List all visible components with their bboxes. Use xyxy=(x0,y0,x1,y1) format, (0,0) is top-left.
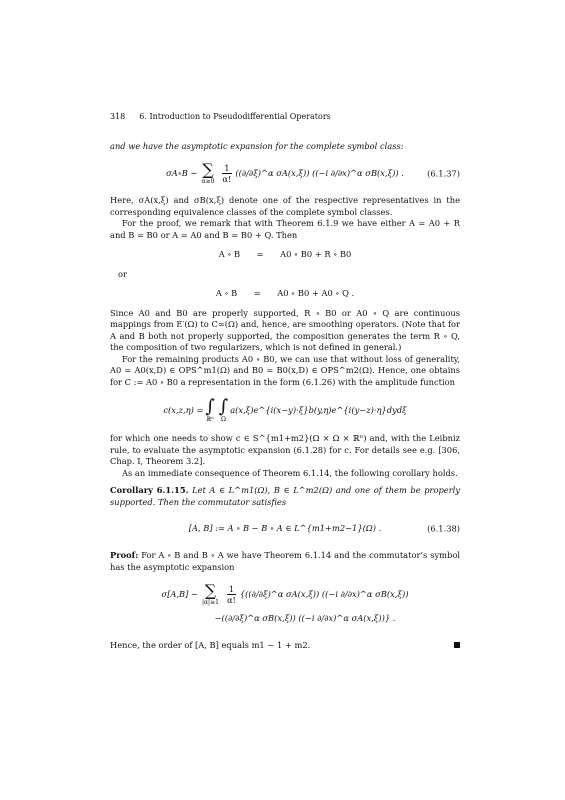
equation-number: (6.1.38) xyxy=(427,523,460,534)
sum-subscript: |α|≥1 xyxy=(201,599,219,606)
comm-line-1: {((∂/∂ξ)^α σA(x,ξ)) ((−i ∂/∂x)^α σB(x,ξ)) xyxy=(239,588,409,599)
integral-sign-icon: ∫ xyxy=(205,396,215,417)
fraction-numerator: 1 xyxy=(224,163,230,173)
qed-square-icon xyxy=(454,642,460,648)
paragraph: Since A0 and B0 are properly supported, R ∘ B0 or A0 ∘ Q are continuous mappings from E′(Ω) to C∞(Ω) and, hence, are smoothing operators. (Note that for A and B both not properly supported, the composition generates the term R ∘ Q, the composition of two regularizers, which is not defined in general.) xyxy=(110,307,460,352)
sum-sign-icon: ∑ xyxy=(202,160,214,179)
comm-line-2: −((∂/∂ξ)^α σB(x,ξ)) ((−i ∂/∂x)^α σA(x,ξ))} . xyxy=(214,613,396,624)
equation-6-1-37 xyxy=(110,162,460,185)
commutator-symbol-equation xyxy=(110,583,460,606)
page-number: 318 xyxy=(110,112,126,121)
running-title: 6. Introduction to Pseudodifferential Operators xyxy=(139,112,331,121)
fraction-denominator: α! xyxy=(226,595,236,605)
amplitude-equation xyxy=(110,398,460,423)
corollary-label: Corollary 6.1.15. xyxy=(110,485,189,495)
paragraph: For the remaining products A0 ∘ B0, we can use that without loss of generality, A0 = A0(x,D) ∈ OPS^m1(Ω) and B0 = B0(x,D) ∈ OPS^m2(Ω). Hence, one obtains for C := A0 ∘ B0 a representation in the form (6.1.26) with the amplitude function xyxy=(110,353,460,387)
sum-operator xyxy=(202,162,215,185)
integral-operator xyxy=(219,398,228,423)
fraction xyxy=(225,584,238,605)
corollary xyxy=(110,485,460,508)
amp-body: a(x,ξ)e^{i(x−y)·ξ}b(y,η)e^{i(y−z)·η}dydξ xyxy=(230,404,407,415)
align-lhs: A ∘ B xyxy=(215,288,238,298)
final-line xyxy=(110,640,460,652)
paragraph: Here, σA(x,ξ) and σB(x,ξ) denote one of the respective representatives in the corresponding equivalence classes of the complete symbol classes. xyxy=(110,195,460,217)
eq-lhs: σA∘B ∼ xyxy=(166,167,198,178)
aligned-equation xyxy=(216,288,354,300)
aligned-equation xyxy=(219,249,352,261)
sum-sign-icon: ∑ xyxy=(204,581,217,600)
align-rhs: A0 ∘ B0 + R ∘ B0 xyxy=(280,249,352,259)
corollary-text: Let A ∈ L^m1(Ω), B ∈ L^m2(Ω) and one of them be properly supported. Then the commutator satisfies xyxy=(110,485,460,507)
align-rhs: A0 ∘ B0 + A0 ∘ Q . xyxy=(277,288,355,298)
align-eq-sign: = xyxy=(256,249,264,259)
integral-sign-icon: ∫ xyxy=(218,396,229,417)
integral-operator xyxy=(205,398,214,423)
amp-lhs: c(x,z,η) = xyxy=(163,404,204,415)
eq-body: ((∂/∂ξ)^α σA(x,ξ)) ((−i ∂/∂x)^α σB(x,ξ)) . xyxy=(235,167,404,178)
align-eq-sign: = xyxy=(253,288,261,298)
proof-label: Proof: xyxy=(110,550,139,560)
fraction-numerator: 1 xyxy=(228,584,235,594)
align-lhs: A ∘ B xyxy=(218,249,241,259)
paragraph: for which one needs to show c ∈ S^{m1+m2}(Ω × Ω × ℝⁿ) and, with the Leibniz rule, to evaluate the asymptotic expansion (6.1.28) for c. For details see e.g. [306, Chap. I, Theorem 3.2]. xyxy=(110,433,460,466)
final-text: Hence, the order of [A, B] equals m1 − 1 + m2. xyxy=(110,640,311,650)
sum-operator xyxy=(202,583,219,606)
running-header xyxy=(110,111,460,123)
intro-text: and we have the asymptotic expansion for the complete symbol class: xyxy=(110,140,404,151)
or-text: or xyxy=(118,268,127,279)
page xyxy=(110,111,460,652)
fraction xyxy=(220,163,233,184)
sum-subscript: α≥0 xyxy=(201,178,215,185)
equation-number: (6.1.37) xyxy=(427,167,460,178)
integral-subscript: Ω xyxy=(221,416,226,423)
equation-6-1-38 xyxy=(110,518,460,540)
integral-subscript: ℝⁿ xyxy=(206,416,214,423)
paragraph: For the proof, we remark that with Theorem 6.1.9 we have either A = A0 + R and B = B0 or A = A0 and B = B0 + Q. Then xyxy=(110,218,460,240)
fraction-denominator: α! xyxy=(222,174,232,184)
proof-text: For A ∘ B and B ∘ A we have Theorem 6.1.14 and the commutator’s symbol has the asymptotic expansion xyxy=(110,550,460,572)
commutator-eq-body: [A, B] := A ∘ B − B ∘ A ∈ L^{m1+m2−1}(Ω) . xyxy=(188,523,382,534)
proof xyxy=(110,550,460,573)
comm-lhs: σ[A,B] ∼ xyxy=(161,588,198,599)
paragraph: As an immediate consequence of Theorem 6.1.14, the following corollary holds. xyxy=(122,467,458,478)
commutator-symbol-equation-cont xyxy=(110,608,460,630)
